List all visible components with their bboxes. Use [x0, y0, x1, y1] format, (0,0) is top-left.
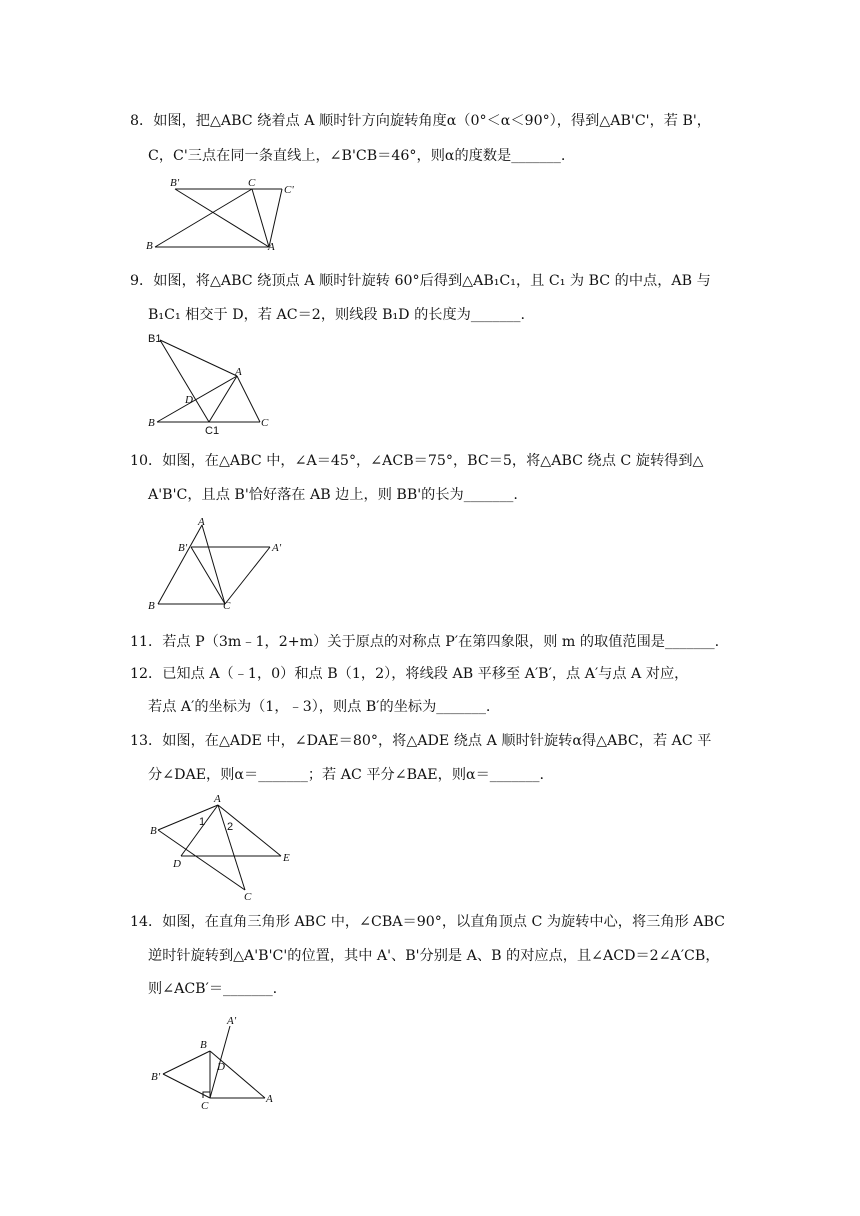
label-b: B [146, 240, 153, 252]
problem-10-line-1: 10．如图，在△ABC 中，∠A＝45°，∠ACB＝75°，BC＝5，将△ABC 绕点 C 旋转得到△ [130, 453, 704, 469]
label-c: C [223, 600, 231, 612]
problem-8-line-2: C，C'三点在同一条直线上，∠B'CB＝46°，则α的度数是_______. [148, 148, 566, 164]
problem-8-line-1: 8．如图，把△ABC 绕着点 A 顺时针方向旋转角度α（0°＜α＜90°），得到△AB'C'，若 B'， [130, 113, 711, 129]
label-c1: C1 [205, 425, 220, 437]
label-b1: B1 [148, 333, 162, 345]
label-b: B [200, 1039, 207, 1051]
label-a-prime: A' [272, 542, 282, 554]
label-d: D [217, 1061, 225, 1073]
label-angle-2: 2 [227, 821, 234, 833]
figure-problem-8 [140, 175, 310, 255]
problem-14-line-3: 则∠ACB′＝_______. [148, 981, 278, 997]
label-d: D [173, 858, 181, 870]
figure-problem-14 [145, 1012, 280, 1112]
problem-11-line-1: 11．若点 P（3m﹣1，2+m）关于原点的对称点 P′在第四象限，则 m 的取值范围是_______. [130, 634, 720, 650]
problem-14-line-2: 逆时针旋转到△A'B'C'的位置，其中 A'、B'分别是 A、B 的对应点，且∠ACD＝2∠A′CB， [148, 948, 720, 964]
problem-14-line-1: 14．如图，在直角三角形 ABC 中，∠CBA＝90°，以直角顶点 C 为旋转中心，将三角形 ABC [130, 914, 726, 930]
problem-10-line-2: A'B'C，且点 B'恰好落在 AB 边上，则 BB'的长为_______. [148, 487, 518, 503]
label-b: B [148, 600, 155, 612]
label-b-prime: B' [170, 177, 180, 189]
label-a: A [266, 1093, 273, 1105]
label-b: B [150, 825, 157, 837]
label-a: A [268, 241, 275, 253]
problem-12-line-2: 若点 A′的坐标为（1，﹣3），则点 B′的坐标为_______. [148, 699, 491, 715]
label-a: A [198, 516, 205, 528]
problem-9-line-2: B₁C₁ 相交于 D，若 AC＝2，则线段 B₁D 的长度为_______. [148, 307, 525, 323]
label-angle-1: 1 [199, 816, 206, 828]
label-c: C [244, 891, 252, 903]
label-d: D [185, 394, 193, 406]
label-a: A [214, 793, 221, 805]
figure-problem-9 [140, 330, 280, 438]
problem-12-line-1: 12．已知点 A（﹣1，0）和点 B（1，2），将线段 AB 平移至 A′B′，点 A′与点 A 对应， [130, 666, 689, 682]
label-a: A [235, 366, 242, 378]
label-a-prime: A' [227, 1015, 237, 1027]
label-c: C [201, 1100, 209, 1112]
problem-13-line-2: 分∠DAE，则α＝_______；若 AC 平分∠BAE，则α＝_______. [148, 767, 544, 783]
label-b: B [148, 417, 155, 429]
label-b-prime: B' [151, 1071, 161, 1083]
label-c: C [261, 417, 269, 429]
label-b-prime: B' [178, 542, 188, 554]
label-c: C [248, 177, 256, 189]
problem-13-line-1: 13．如图，在△ADE 中，∠DAE＝80°，将△ADE 绕点 A 顺时针旋转α得△ABC，若 AC 平 [130, 733, 712, 749]
label-e: E [283, 852, 290, 864]
problem-9-line-1: 9．如图，将△ABC 绕顶点 A 顺时针旋转 60°后得到△AB₁C₁，且 C₁ 为 BC 的中点，AB 与 [130, 273, 711, 289]
label-c-prime: C' [284, 184, 294, 196]
figure-problem-13 [140, 790, 300, 905]
figure-problem-10 [140, 515, 300, 615]
